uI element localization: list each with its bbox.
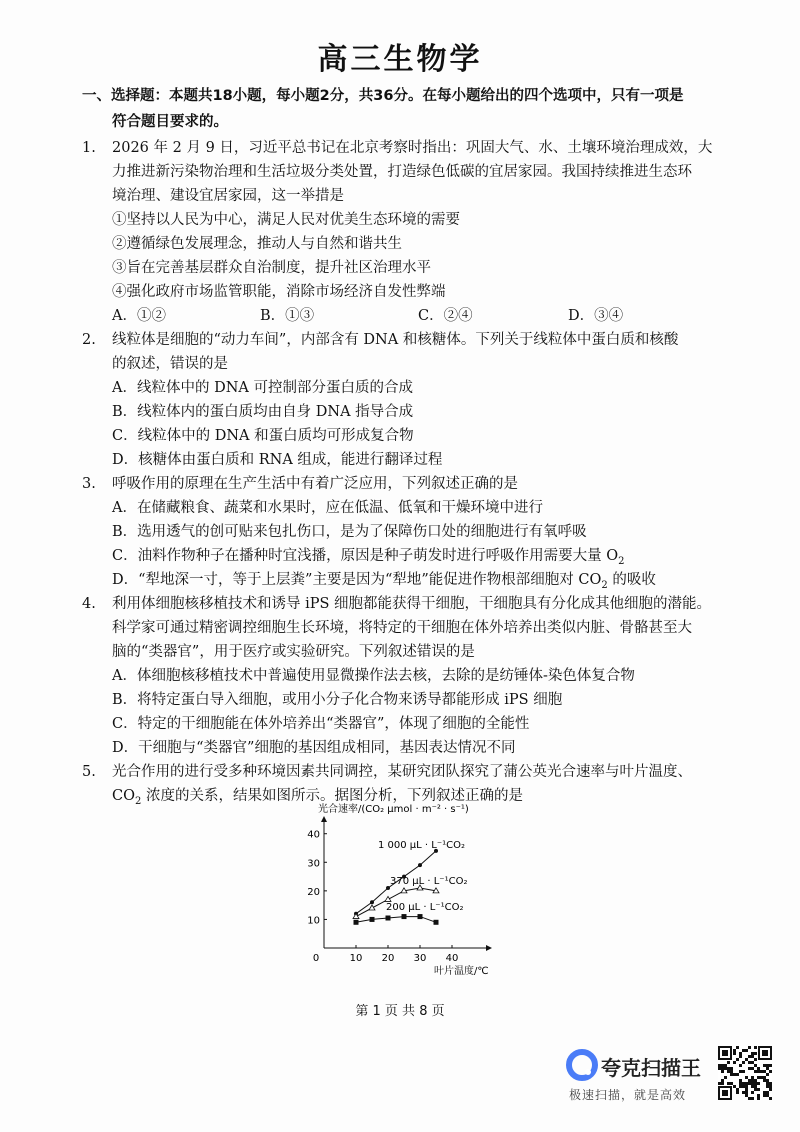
- q2-option-b[interactable]: B．线粒体内的蛋白质均由自身 DNA 指导合成: [112, 404, 414, 420]
- brand-tagline: 极速扫描，就是高效: [569, 1088, 687, 1102]
- page-title: 高三生物学: [317, 42, 483, 77]
- data-point: [418, 914, 423, 919]
- y-axis-label: 光合速率/(CO₂ μmol · m⁻² · s⁻¹): [318, 804, 469, 815]
- q4-text: 科学家可通过精密调控细胞生长环境，将特定的干细胞在体外培养出类似内脏、骨骼甚至大: [112, 620, 692, 636]
- q3-option-a[interactable]: A．在储藏粮食、蔬菜和水果时，应在低温、低氧和干燥环境中进行: [112, 500, 543, 516]
- series-label: 370 μL · L⁻¹CO₂: [390, 876, 468, 887]
- section-heading-cont: 符合题目要求的。: [112, 114, 228, 130]
- data-point: [385, 896, 391, 901]
- q1-statement: ①坚持以人民为中心，满足人民对优美生态环境的需要: [112, 212, 460, 228]
- q3-option-d[interactable]: [112, 570, 656, 596]
- data-point: [418, 863, 422, 867]
- q1-statement: ②遵循绿色发展理念，推动人与自然和谐共生: [112, 236, 402, 252]
- data-point: [370, 900, 374, 904]
- qr-code-icon: [718, 1046, 772, 1100]
- q2-text: 的叙述，错误的是: [112, 356, 228, 372]
- q4-option-b[interactable]: B．将特定蛋白导入细胞，或用小分子化合物来诱导都能形成 iPS 细胞: [112, 692, 563, 708]
- q3-option-d-text: D．“犁地深一寸，等于上层粪”主要是因为“犁地”能促进作物根部细胞对 CO: [112, 572, 602, 588]
- q1-option-a[interactable]: A．①②: [112, 308, 166, 324]
- q3-option-b[interactable]: B．选用透气的创可贴来包扎伤口，是为了保障伤口处的细胞进行有氧呼吸: [112, 524, 587, 540]
- q2-option-c[interactable]: C．线粒体中的 DNA 和蛋白质均可形成复合物: [112, 428, 414, 444]
- q5-co2-sub: 2: [134, 795, 142, 807]
- q4-option-d[interactable]: D．干细胞与“类器官”细胞的基因组成相同，基因表达情况不同: [112, 740, 516, 756]
- section-heading: 一、选择题：本题共18小题，每小题2分，共36分。在每小题给出的四个选项中，只有一项是: [82, 88, 684, 104]
- q5-number: 5.: [82, 764, 96, 780]
- q2-option-d[interactable]: D．核糖体由蛋白质和 RNA 组成，能进行翻译过程: [112, 452, 443, 468]
- x-axis-label: 叶片温度/℃: [434, 966, 489, 977]
- q3-number: 3.: [82, 476, 96, 492]
- q1-statement: ③旨在完善基层群众自治制度，提升社区治理水平: [112, 260, 431, 276]
- q2-text: 线粒体是细胞的“动力车间”，内部含有 DNA 和核糖体。下列关于线粒体中蛋白质和核酸: [112, 332, 679, 348]
- x-axis-arrow: [486, 945, 492, 951]
- brand-name: 夸克扫描王: [601, 1056, 701, 1080]
- q4-text: 脑的“类器官”，用于医疗或实验研究。下列叙述错误的是: [112, 644, 475, 660]
- scanner-watermark: [565, 1046, 715, 1112]
- data-point: [402, 914, 407, 919]
- q1-statement: ④强化政府市场监管职能，消除市场经济自发性弊端: [112, 284, 446, 300]
- photosynthesis-chart: [290, 800, 500, 980]
- q3-text: 呼吸作用的原理在生产生活中有着广泛应用，下列叙述正确的是: [112, 476, 518, 492]
- q4-option-a[interactable]: A．体细胞核移植技术中普遍使用显微操作法去核，去除的是纺锤体-染色体复合物: [112, 668, 635, 684]
- q4-number: 4.: [82, 596, 96, 612]
- q1-text: 境治理、建设宜居家园，这一举措是: [112, 188, 344, 204]
- series-label: 200 μL · L⁻¹CO₂: [386, 902, 464, 913]
- data-point: [386, 916, 391, 921]
- y-tick-label: 30: [307, 858, 320, 870]
- q3-option-d-tail: 的吸收: [607, 572, 656, 588]
- data-point: [434, 920, 439, 925]
- data-point: [354, 920, 359, 925]
- q4-text: 利用体细胞核移植技术和诱导 iPS 细胞都能获得干细胞，干细胞具有分化成其他细胞的潜能。: [112, 596, 712, 612]
- x-tick-label: 30: [413, 953, 427, 964]
- q3-option-d-sub: 2: [601, 579, 608, 591]
- data-point: [369, 905, 375, 910]
- series-line: [356, 917, 436, 923]
- q2-number: 2.: [82, 332, 96, 348]
- q1-text: 力推进新污染物治理和生活垃圾分类处置，打造绿色低碳的宜居家园。我国持续推进生态环: [112, 164, 692, 180]
- x-tick-label: 0: [312, 953, 320, 964]
- data-point: [353, 914, 359, 919]
- q3-option-c-text: C．油料作物种子在播种时宜浅播，原因是种子萌发时进行呼吸作用需要大量 O: [112, 548, 619, 564]
- x-tick-label: 20: [381, 953, 395, 964]
- q5-co2: CO: [112, 788, 135, 804]
- q1-option-c[interactable]: C．②④: [418, 308, 473, 324]
- q3-option-c-sub: 2: [618, 555, 625, 567]
- y-axis-arrow: [321, 816, 327, 822]
- q3-option-c[interactable]: [112, 546, 624, 572]
- page-footer: 第 1 页 共 8 页: [355, 1004, 445, 1019]
- y-tick-label: 40: [307, 829, 320, 841]
- y-tick-label: 20: [307, 886, 320, 898]
- q4-option-c[interactable]: C．特定的干细胞能在体外培养出“类器官”，体现了细胞的全能性: [112, 716, 530, 732]
- q1-option-d[interactable]: D．③④: [568, 308, 624, 324]
- quark-logo-icon: [565, 1048, 599, 1082]
- q5-text-tail: 浓度的关系，结果如图所示。据图分析，下列叙述正确的是: [141, 788, 523, 804]
- q5-text: 光合作用的进行受多种环境因素共同调控，某研究团队探究了蒲公英光合速率与叶片温度、: [112, 764, 692, 780]
- data-point: [370, 917, 375, 922]
- x-tick-label: 10: [349, 953, 363, 964]
- q1-option-b[interactable]: B．①③: [260, 308, 315, 324]
- q2-option-a[interactable]: A．线粒体中的 DNA 可控制部分蛋白质的合成: [112, 380, 413, 396]
- q1-number: 1.: [82, 140, 96, 156]
- series-label: 1 000 μL · L⁻¹CO₂: [378, 840, 465, 851]
- x-tick-label: 40: [445, 953, 459, 964]
- q1-text: 2026 年 2 月 9 日，习近平总书记在北京考察时指出：巩固大气、水、土壤环境治理成效，大: [112, 140, 713, 156]
- y-tick-label: 10: [307, 915, 320, 927]
